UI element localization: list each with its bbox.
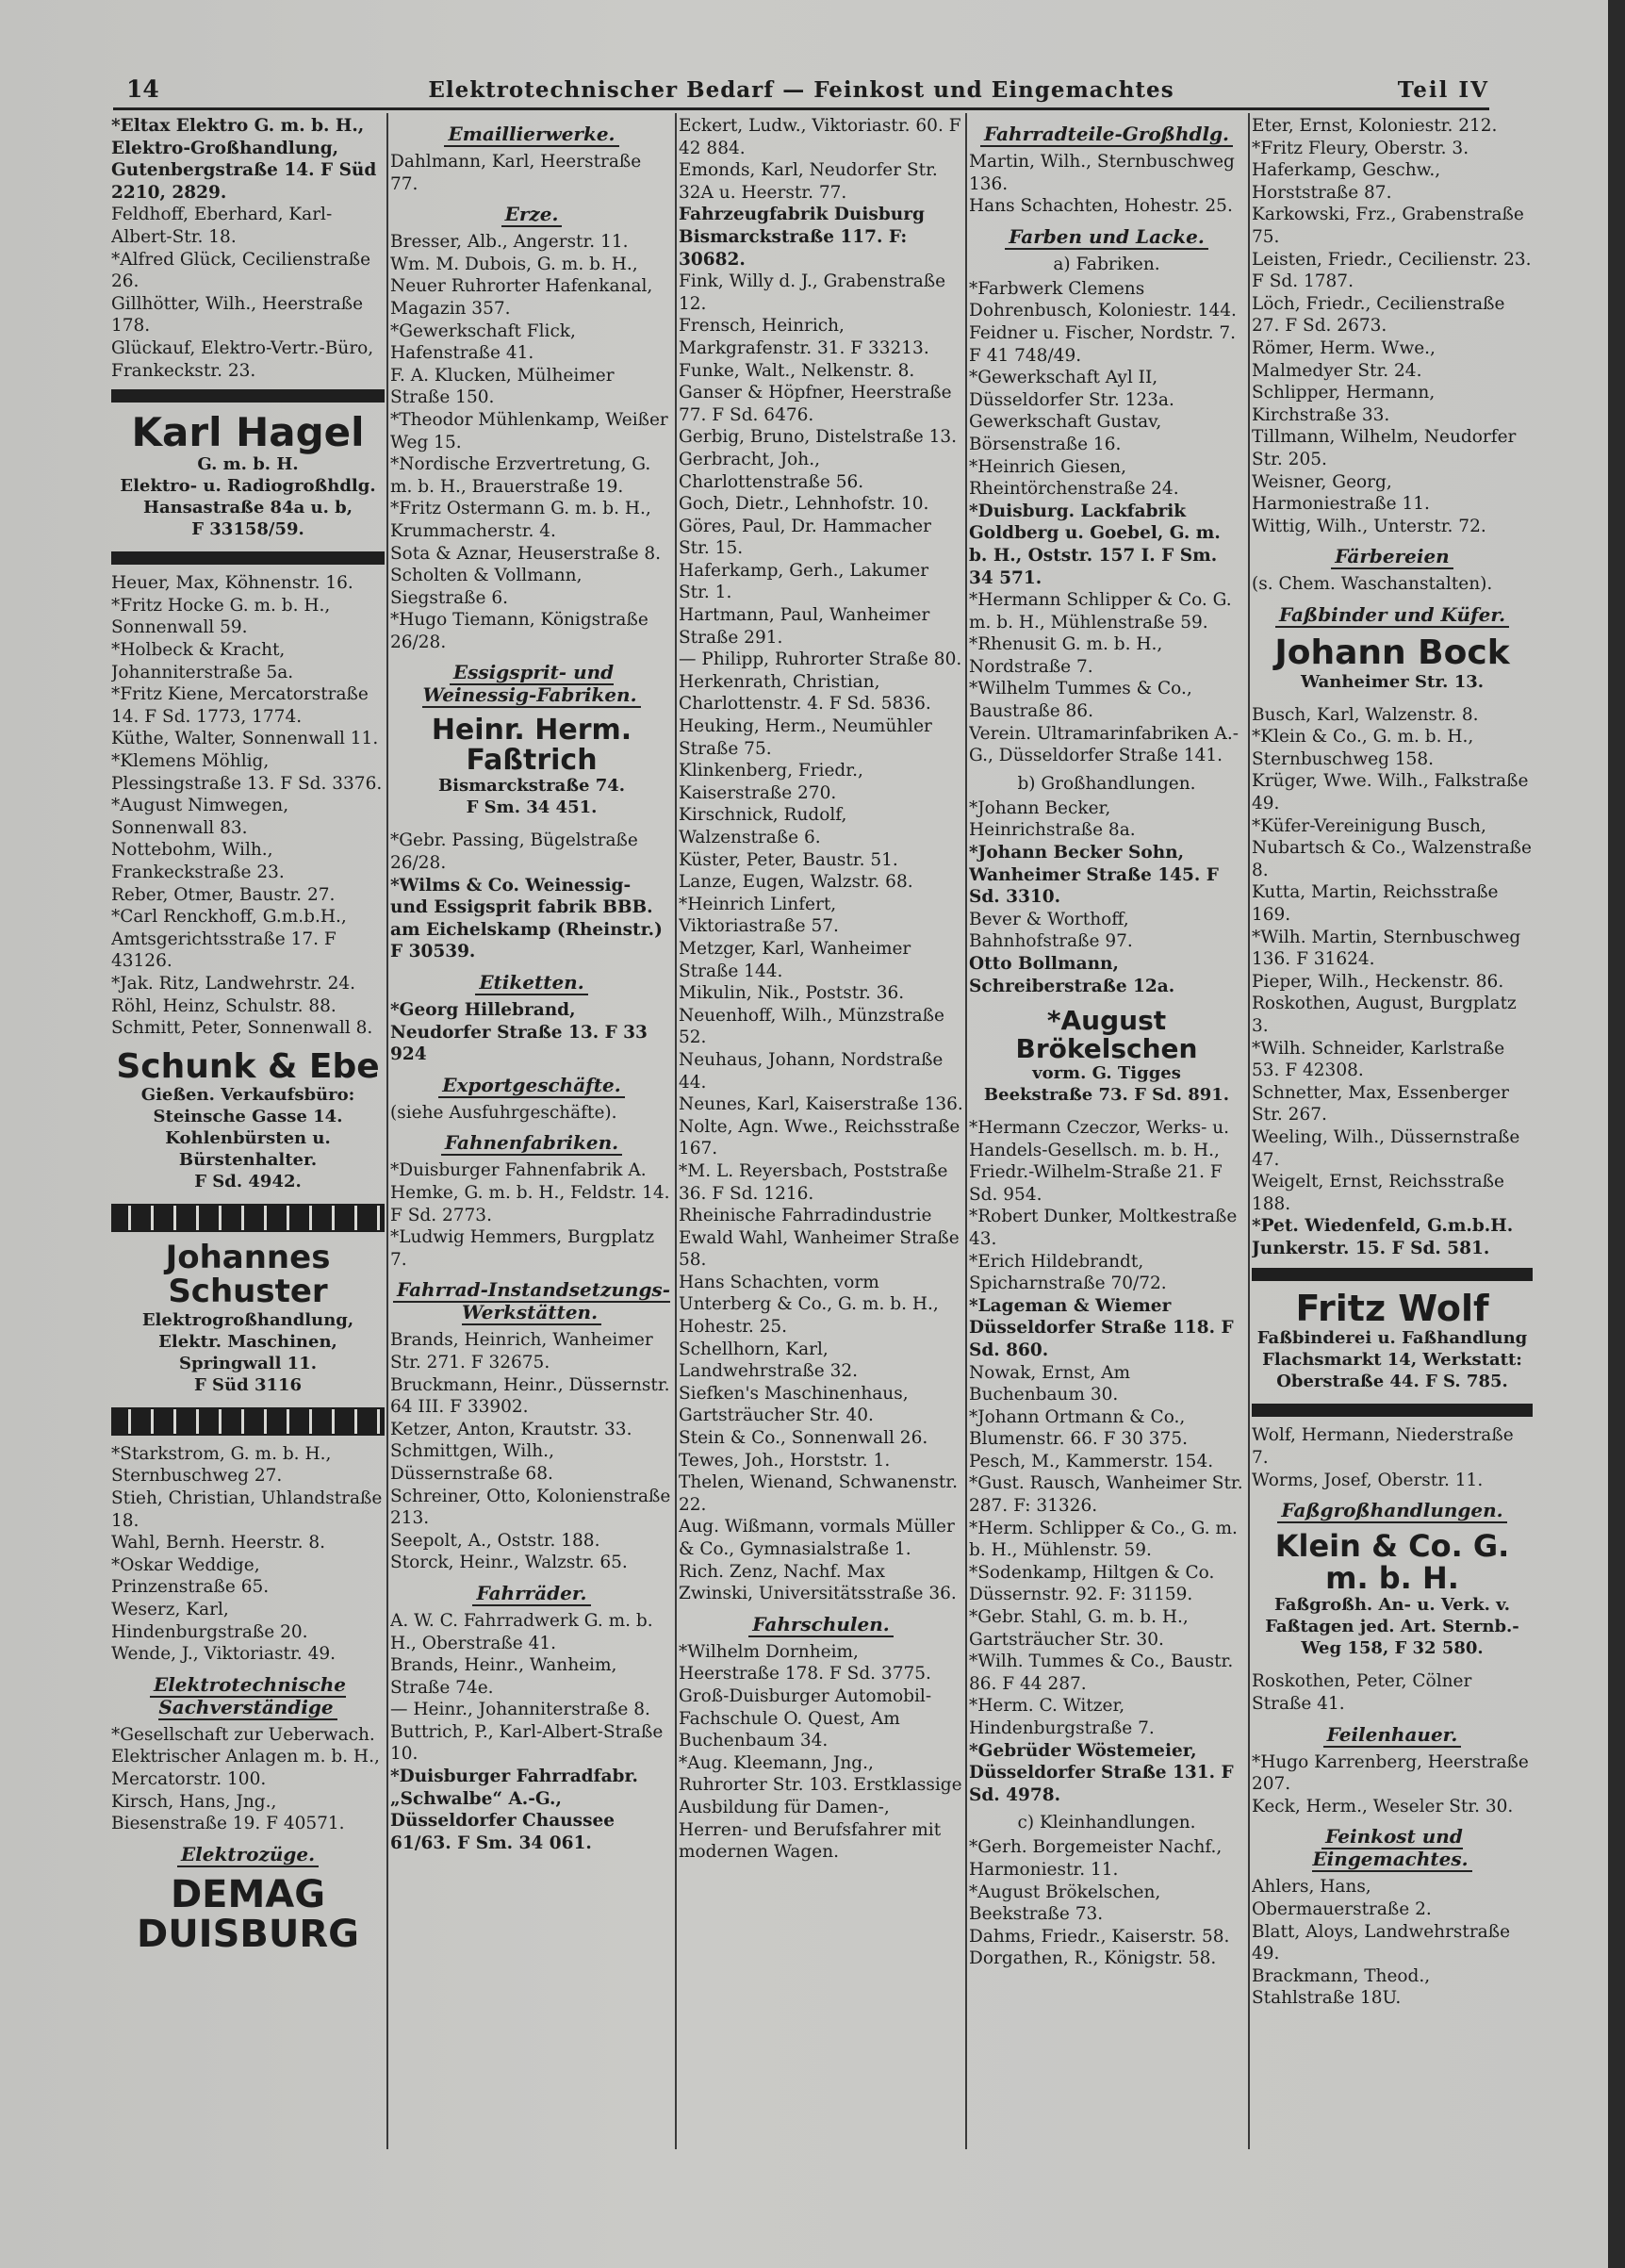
advertisement-name: Karl Hagel — [131, 409, 365, 456]
section-heading — [969, 123, 1244, 145]
directory-entry: Roskothen, August, Burgplatz 3. — [1252, 994, 1517, 1036]
directory-entry: Gillhötter, Wilh., Heerstraße 178. — [111, 293, 364, 337]
directory-entry: *Theodor Mühlenkamp, Weißer Weg 15. — [390, 409, 668, 452]
directory-entry: *Hugo Karrenberg, Heerstraße 207. — [1252, 1751, 1529, 1795]
directory-entry: *Fritz Ostermann G. m. b. H., Krummacherstr. 4. — [390, 499, 651, 541]
directory-entry: Schreiner, Otto, Kolonienstraße 213. — [390, 1486, 671, 1529]
directory-entry: Küthe, Walter, Sonnenwall 11. — [111, 729, 379, 749]
section-heading — [390, 1074, 673, 1096]
directory-entry: Neuhaus, Johann, Nordstraße 44. — [679, 1049, 944, 1093]
directory-entry: *Herm. C. Witzer, Hindenburgstraße 7. — [969, 1696, 1155, 1738]
directory-entry: *M. L. Reyersbach, Poststraße 36. F Sd. 1216. — [679, 1160, 948, 1204]
directory-entry: Pesch, M., Kammerstr. 154. — [969, 1451, 1214, 1471]
directory-entry: *Duisburger Fahrradfabr. „Schwalbe“ A.-G., Düsseldorfer Chaussee 61/63. F Sm. 34 061. — [390, 1767, 638, 1853]
directory-entry: Heuking, Herm., Neumühler Straße 75. — [679, 716, 932, 759]
directory-entry: *Farbwerk Clemens Dohrenbusch, Koloniestr. 144. — [969, 278, 1237, 321]
directory-entry: *Starkstrom, G. m. b. H., Sternbuschweg 27. — [111, 1443, 332, 1487]
directory-entry: Aug. Wißmann, vormals Müller & Co., Gymnasialstraße 1. — [679, 1517, 955, 1559]
section-heading-text: Essigsprit- und Weinessig-Fabriken. — [422, 661, 640, 708]
directory-entry: Kirschnick, Rudolf, Walzenstraße 6. — [679, 805, 847, 847]
advertisement-name: *August Brökelschen — [1015, 1005, 1198, 1064]
advertisement-line: vorm. G. Tigges — [1032, 1062, 1181, 1083]
directory-entry: Lanze, Eugen, Walzstr. 68. — [679, 872, 913, 893]
directory-entry: Hans Schachten, vorm Unterberg & Co., G. m. b. H., Hohestr. 25. — [679, 1272, 939, 1338]
section-heading — [679, 1613, 963, 1635]
directory-entry: Herkenrath, Christian, Charlottenstr. 4. F Sd. 5836. — [679, 671, 931, 715]
directory-entry: *Wilh. Schneider, Karlstraße 53. F 42308. — [1252, 1038, 1505, 1081]
directory-entry: Gewerkschaft Gustav, Börsenstraße 16. — [969, 412, 1162, 454]
directory-entry: *August Nimwegen, Sonnenwall 83. — [111, 796, 289, 838]
directory-entry: F. A. Klucken, Mülheimer Straße 150. — [390, 365, 615, 408]
column-divider — [675, 113, 677, 2149]
directory-entry: *August Brökelschen, Beekstraße 73. — [969, 1882, 1161, 1925]
section-heading — [111, 1673, 385, 1718]
directory-entry: Siefken's Maschinenhaus, Gartsträucher Str. 40. — [679, 1383, 909, 1426]
directory-entry: *Georg Hillebrand, Neudorfer Straße 13. F 33 924 — [390, 1000, 648, 1065]
advertisement-line: Hansastraße 84a u. b, — [143, 498, 353, 518]
section-heading — [390, 123, 673, 145]
directory-entry: Wolf, Hermann, Niederstraße 7. — [1252, 1425, 1514, 1468]
directory-entry: Schlipper, Hermann, Kirchstraße 33. — [1252, 383, 1436, 425]
section-heading — [390, 661, 673, 706]
directory-entry: Gerbig, Bruno, Distelstraße 13. — [679, 427, 958, 448]
directory-entry: Schmittgen, Wilh., Düssernstraße 68. — [390, 1441, 554, 1484]
directory-entry: Weserz, Karl, Hindenburgstraße 20. — [111, 1600, 308, 1642]
section-heading-text: Fahnenfabriken. — [441, 1131, 622, 1156]
section-heading — [1252, 1499, 1533, 1521]
directory-entry: Weigelt, Ernst, Reichsstraße 188. — [1252, 1172, 1504, 1214]
directory-entry: Brands, Heinr., Wanheim, Straße 74e. — [390, 1655, 617, 1698]
column-1 — [111, 115, 385, 2189]
directory-entry: Glückauf, Elektro-Vertr.-Büro, Frankeckstr. 23. — [111, 337, 374, 381]
advertisement — [111, 1241, 385, 1395]
directory-entry: *Wilhelm Dornheim, Heerstraße 178. F Sd. 3775. — [679, 1641, 931, 1685]
directory-entry: Scholten & Vollmann, Siegstraße 6. — [390, 566, 583, 608]
column-divider — [965, 113, 967, 2149]
directory-entry: Bruckmann, Heinr., Düssernstr. 64 III. F 33902. — [390, 1374, 670, 1418]
advertisement — [111, 1046, 385, 1193]
directory-entry: Küster, Peter, Baustr. 51. — [679, 849, 898, 870]
directory-entry: *Fritz Fleury, Oberstr. 3. — [1252, 138, 1469, 158]
subsection-heading: b) Großhandlungen. — [1017, 773, 1196, 794]
advertisement-line: G. m. b. H. — [197, 454, 299, 475]
section-heading-text: Elektrozüge. — [177, 1843, 319, 1867]
directory-entry: Stieh, Christian, Uhlandstraße 18. — [111, 1488, 383, 1531]
running-title: Elektrotechnischer Bedarf — Feinkost und Eingemachtes — [428, 77, 1174, 103]
directory-entry: *Jak. Ritz, Landwehrstr. 24. — [111, 973, 355, 994]
directory-entry: Otto Bollmann, Schreiberstraße 12a. — [969, 954, 1175, 996]
directory-entry: *Wilh. Tummes & Co., Baustr. 86. F 44 287. — [969, 1652, 1234, 1694]
advertisement-name: Klein & Co. G. m. b. H. — [1274, 1528, 1510, 1596]
directory-entry: Eter, Ernst, Koloniestr. 212. — [1252, 116, 1498, 136]
directory-entry: Neuenhoff, Wilh., Münzstraße 52. — [679, 1005, 944, 1048]
directory-entry: Ketzer, Anton, Krautstr. 33. — [390, 1419, 632, 1439]
directory-entry: Löch, Friedr., Cecilienstraße 27. F Sd. 2673. — [1252, 293, 1505, 337]
directory-entry: Römer, Herm. Wwe., Malmedyer Str. 24. — [1252, 337, 1436, 381]
directory-entry: Emonds, Karl, Neudorfer Str. 32A u. Heerstr. 77. — [679, 160, 938, 203]
directory-entry: *Robert Dunker, Moltkestraße 43. — [969, 1207, 1238, 1249]
directory-entry: *Carl Renckhoff, G.m.b.H., Amtsgerichtsstraße 17. F 43126. — [111, 907, 347, 972]
directory-entry: Ahlers, Hans, Obermauerstraße 2. — [1252, 1877, 1432, 1919]
section-heading — [390, 203, 673, 225]
section-heading-text: Fahrradteile-Großhdlg. — [980, 123, 1233, 147]
directory-entry: Blatt, Aloys, Landwehrstraße 49. — [1252, 1921, 1511, 1964]
directory-entry: (s. Chem. Waschanstalten). — [1252, 574, 1493, 595]
advertisement-name: DEMAG DUISBURG — [137, 1872, 359, 1956]
directory-entry: Feidner u. Fischer, Nordstr. 7. F 41 748/49. — [969, 322, 1237, 366]
directory-entry: *Duisburger Fahnenfabrik A. Hemke, G. m. b. H., Feldstr. 14. F Sd. 2773. — [390, 1160, 670, 1225]
section-heading — [390, 1131, 673, 1154]
advertisement-line: F Sd. 4942. — [194, 1172, 302, 1192]
column-divider — [386, 113, 388, 2149]
directory-entry: Frensch, Heinrich, Markgrafenstr. 31. F 33213. — [679, 316, 929, 358]
directory-entry: Krüger, Wwe. Wilh., Falkstraße 49. — [1252, 771, 1529, 814]
directory-entry: *Sodenkamp, Hiltgen & Co. Düssernstr. 92. F: 31159. — [969, 1562, 1215, 1605]
section-heading-text: Emaillierwerke. — [444, 123, 618, 147]
directory-entry: Busch, Karl, Walzenstr. 8. — [1252, 704, 1479, 725]
directory-entry: Pieper, Wilh., Heckenstr. 86. — [1252, 971, 1504, 992]
directory-entry: *Duisburg. Lackfabrik Goldberg u. Goebel, G. m. b. H., Oststr. 157 I. F Sm. 34 571. — [969, 501, 1221, 588]
directory-entry: Haferkamp, Geschw., Horststraße 87. — [1252, 160, 1441, 203]
directory-entry: Brackmann, Theod., Stahlstraße 18U. — [1252, 1965, 1431, 2009]
section-heading — [111, 1843, 385, 1865]
directory-entry: Weisner, Georg, Harmoniestraße 11. — [1252, 471, 1430, 515]
section-heading-text: Fahrräder. — [472, 1582, 590, 1606]
directory-entry: *Hermann Czeczor, Werks- u. Handels-Gesellsch. m. b. H., Friedr.-Wilhelm-Straße 21. F Sd. 954. — [969, 1117, 1230, 1205]
directory-entry: Eckert, Ludw., Viktoriastr. 60. F 42 884. — [679, 116, 961, 158]
directory-entry: — Philipp, Ruhrorter Straße 80. — [679, 649, 962, 670]
directory-entry: *Wilh. Martin, Sternbuschweg 136. F 31624. — [1252, 927, 1521, 970]
advertisement-line: F Sm. 34 451. — [466, 797, 598, 818]
advertisement-name: Fritz Wolf — [1295, 1287, 1489, 1329]
column-4 — [969, 115, 1244, 2189]
directory-entry: *Johann Becker, Heinrichstraße 8a. — [969, 797, 1136, 841]
ad-border-bar — [111, 551, 385, 565]
section-heading-text: Etiketten. — [475, 971, 587, 995]
directory-entry: *Gebr. Stahl, G. m. b. H., Gartsträucher Str. 30. — [969, 1607, 1189, 1650]
section-heading-text: Farben und Lacke. — [1005, 225, 1208, 250]
directory-entry: *Wilms & Co. Weinessig- und Essigsprit fabrik BBB. am Eichelskamp (Rheinstr.) F 30539. — [390, 875, 663, 962]
directory-entry: Bresser, Alb., Angerstr. 11. — [390, 232, 629, 253]
directory-entry: Kirsch, Hans, Jng., Biesenstraße 19. F 40571. — [111, 1791, 345, 1834]
advertisement — [111, 409, 385, 540]
advertisement-line: Wanheimer Str. 13. — [1300, 671, 1485, 692]
ad-ornament-border — [111, 1407, 385, 1436]
section-heading-text: Exportgeschäfte. — [438, 1074, 624, 1098]
subsection-heading: a) Fabriken. — [1053, 254, 1160, 274]
directory-entry: Sota & Aznar, Heuserstraße 8. — [390, 543, 662, 564]
ad-border-bar — [111, 389, 385, 403]
section-heading-text: Fahrschulen. — [748, 1613, 894, 1637]
directory-entry: Schellhorn, Karl, Landwehrstraße 32. — [679, 1339, 859, 1382]
directory-entry: *Fritz Kiene, Mercatorstraße 14. F Sd. 1773, 1774. — [111, 684, 369, 727]
directory-entry: Dahlmann, Karl, Heerstraße 77. — [390, 152, 642, 194]
directory-entry: Feldhoff, Eberhard, Karl-Albert-Str. 18. — [111, 205, 333, 247]
directory-entry: *Aug. Kleemann, Jng., Ruhrorter Str. 103. Erstklassige Ausbildung für Damen-, Herren- und Berufsfahrer mit modernen Wagen. — [679, 1752, 962, 1863]
directory-entry: Ganser & Höpfner, Heerstraße 77. F Sd. 6476. — [679, 383, 952, 425]
ad-ornament-border — [111, 1204, 385, 1232]
section-heading-text: Färbereien — [1331, 545, 1453, 569]
directory-entry: *Pet. Wiedenfeld, G.m.b.H. Junkerstr. 15. F Sd. 581. — [1252, 1216, 1514, 1258]
directory-entry: A. W. C. Fahrradwerk G. m. b. H., Oberstraße 41. — [390, 1610, 653, 1653]
advertisement-line: Gießen. Verkaufsbüro: Steinsche Gasse 14. Kohlenbürsten u. Bürstenhalter. — [140, 1085, 355, 1171]
advertisement-line: Elektrogroßhandlung, Elektr. Maschinen, Springwall 11. — [141, 1309, 354, 1373]
directory-entry: Funke, Walt., Nelkenstr. 8. — [679, 360, 915, 381]
directory-entry: *Alfred Glück, Cecilienstraße 26. — [111, 249, 371, 292]
section-heading-text: Faßbinder und Küfer. — [1275, 603, 1509, 628]
directory-entry: Nottebohm, Wilh., Frankeckstraße 23. — [111, 840, 285, 882]
advertisement — [1252, 1287, 1533, 1393]
advertisement — [1252, 1528, 1533, 1659]
directory-entry: Rich. Zenz, Nachf. Max Zwinski, Universitätsstraße 36. — [679, 1561, 957, 1604]
advertisement-line: Faßbinderei u. Faßhandlung Flachsmarkt 14, Werkstatt: Oberstraße 44. F S. 785. — [1256, 1328, 1528, 1392]
advertisement — [1252, 635, 1533, 693]
directory-entry: Keck, Herm., Weseler Str. 30. — [1252, 1796, 1514, 1816]
directory-entry: *Ludwig Hemmers, Burgplatz 7. — [390, 1227, 655, 1270]
directory-entry: Dorgathen, R., Königstr. 58. — [969, 1948, 1217, 1969]
directory-entry: Verein. Ultramarinfabriken A.-G., Düsseldorfer Straße 141. — [969, 723, 1239, 766]
directory-entry: *Johann Ortmann & Co., Blumenstr. 66. F 30 375. — [969, 1406, 1188, 1450]
directory-entry: Göres, Paul, Dr. Hammacher Str. 15. — [679, 516, 931, 559]
section-heading — [390, 971, 673, 994]
directory-entry: *Gewerkschaft Ayl II, Düsseldorfer Str. 123a. — [969, 368, 1174, 410]
directory-entry: Bever & Worthoff, Bahnhofstraße 97. — [969, 909, 1133, 952]
directory-entry: Mikulin, Nik., Poststr. 36. — [679, 983, 905, 1004]
section-heading-text: Erze. — [501, 203, 563, 227]
directory-entry: Hartmann, Paul, Wanheimer Straße 291. — [679, 605, 930, 648]
section-heading — [969, 225, 1244, 248]
directory-entry: Schmitt, Peter, Sonnenwall 8. — [111, 1018, 373, 1039]
directory-entry: Hans Schachten, Hohestr. 25. — [969, 196, 1233, 217]
column-3 — [679, 115, 963, 2189]
directory-entry: Leisten, Friedr., Cecilienstr. 23. F Sd. 1787. — [1252, 249, 1532, 292]
scan-edge — [1608, 0, 1625, 2268]
directory-entry: Dahms, Friedr., Kaiserstr. 58. — [969, 1926, 1230, 1947]
column-divider — [1248, 113, 1250, 2149]
section-heading — [390, 1278, 673, 1323]
directory-entry: Seepolt, A., Oststr. 188. — [390, 1530, 600, 1551]
directory-entry: Rheinische Fahrradindustrie Ewald Wahl, Wanheimer Straße 58. — [679, 1206, 960, 1271]
directory-entry: *Fritz Hocke G. m. b. H., Sonnenwall 59. — [111, 595, 331, 638]
directory-entry: *Hugo Tiemann, Königstraße 26/28. — [390, 610, 648, 652]
directory-entry: *Klein & Co., G. m. b. H., Sternbuschweg 158. — [1252, 727, 1474, 769]
directory-entry: Roskothen, Peter, Cölner Straße 41. — [1252, 1671, 1472, 1714]
directory-entry: Worms, Josef, Oberstr. 11. — [1252, 1470, 1484, 1490]
directory-entry: *Küfer-Vereinigung Busch, Nubartsch & Co., Walzenstraße 8. — [1252, 815, 1532, 880]
directory-entry: Reber, Otmer, Baustr. 27. — [111, 884, 336, 905]
directory-entry: *Gewerkschaft Flick, Hafenstraße 41. — [390, 320, 576, 364]
directory-entry: — Heinr., Johanniterstraße 8. — [390, 1700, 650, 1720]
directory-entry: *Johann Becker Sohn, Wanheimer Straße 145. F Sd. 3310. — [969, 843, 1219, 908]
advertisement-line: Elektro- u. Radiogroßhdlg. — [120, 476, 376, 497]
directory-entry: Kutta, Martin, Reichsstraße 169. — [1252, 882, 1499, 926]
directory-entry: *Holbeck & Kracht, Johanniterstraße 5a. — [111, 640, 294, 682]
section-heading-text: Elektrotechnische Sachverständige — [150, 1673, 346, 1720]
directory-entry: Weeling, Wilh., Düssernstraße 47. — [1252, 1126, 1520, 1170]
section-heading-text: Faßgroßhandlungen. — [1277, 1499, 1506, 1523]
section-heading — [1252, 1825, 1533, 1870]
directory-entry: *Hermann Schlipper & Co. G. m. b. H., Mühlenstraße 59. — [969, 590, 1232, 633]
directory-entry: *Gebr. Passing, Bügelstraße 26/28. — [390, 830, 638, 874]
section-heading-text: Feinkost und Eingemachtes. — [1312, 1825, 1471, 1872]
column-2 — [390, 115, 673, 2189]
directory-entry: Groß-Duisburger Automobil-Fachschule O. Quest, Am Buchenbaum 34. — [679, 1685, 932, 1751]
directory-entry: Brands, Heinrich, Wanheimer Str. 271. F 32675. — [390, 1330, 653, 1372]
advertisement-name: Johannes Schuster — [165, 1239, 331, 1311]
directory-entry: *Rhenusit G. m. b. H., Nordstraße 7. — [969, 634, 1163, 677]
advertisement-line: F Süd 3116 — [193, 1374, 303, 1395]
directory-entry: Wahl, Bernh. Heerstr. 8. — [111, 1533, 326, 1553]
directory-entry: Metzger, Karl, Wanheimer Straße 144. — [679, 938, 911, 981]
directory-entry: *Heinrich Linfert, Viktoriastraße 57. — [679, 894, 839, 937]
directory-entry: Schnetter, Max, Essenberger Str. 267. — [1252, 1082, 1509, 1126]
directory-entry: Buttrich, P., Karl-Albert-Straße 10. — [390, 1721, 664, 1765]
page-header — [113, 66, 1489, 113]
advertisement-line: Faßgroßh. An- u. Verk. v. Faßtagen jed. Art. Sternb.-Weg 158, F 32 580. — [1265, 1595, 1519, 1659]
advertisement — [969, 1007, 1244, 1106]
directory-entry: Wende, J., Viktoriastr. 49. — [111, 1644, 336, 1665]
directory-entry: Neunes, Karl, Kaiserstraße 136. — [679, 1094, 963, 1115]
section-heading-text: Fahrrad-Instandsetzungs-Werkstätten. — [393, 1278, 670, 1325]
directory-entry: Fahrzeugfabrik Duisburg Bismarckstraße 117. F: 30682. — [679, 205, 925, 270]
directory-entry: *Lageman & Wiemer Düsseldorfer Straße 118. F Sd. 860. — [969, 1295, 1234, 1360]
directory-entry: (siehe Ausfuhrgeschäfte). — [390, 1102, 617, 1123]
directory-entry: Wm. M. Dubois, G. m. b. H., Neuer Ruhrorter Hafenkanal, Magazin 357. — [390, 254, 653, 319]
directory-entry: Tillmann, Wilhelm, Neudorfer Str. 205. — [1252, 427, 1517, 469]
directory-entry: Goch, Dietr., Lehnhofstr. 10. — [679, 494, 929, 515]
section-heading — [390, 1582, 673, 1604]
advertisement-line: Beekstraße 73. F Sd. 891. — [983, 1084, 1230, 1105]
directory-entry: Fink, Willy d. J., Grabenstraße 12. — [679, 271, 946, 314]
directory-entry: *Gerh. Borgemeister Nachf., Harmoniestr. 11. — [969, 1837, 1223, 1880]
directory-entry: Wittig, Wilh., Unterstr. 72. — [1252, 516, 1486, 536]
advertisement-name: Heinr. Herm. Faßtrich — [431, 714, 632, 777]
directory-entry: *Eltax Elektro G. m. b. H., Elektro-Großhandlung, Gutenbergstraße 14. F Süd 2210, 2829. — [111, 116, 377, 203]
directory-entry: Karkowski, Frz., Grabenstraße 75. — [1252, 205, 1524, 247]
directory-entry: *Nordische Erzvertretung, G. m. b. H., Brauerstraße 19. — [390, 454, 651, 497]
advertisement-name: Johann Bock — [1274, 633, 1510, 672]
directory-entry: Storck, Heinr., Walzstr. 65. — [390, 1553, 628, 1573]
directory-entry: Klinkenberg, Friedr., Kaiserstraße 270. — [679, 761, 863, 803]
directory-entry: *Wilhelm Tummes & Co., Baustraße 86. — [969, 679, 1192, 722]
directory-entry: Martin, Wilh., Sternbuschweg 136. — [969, 152, 1235, 194]
column-5 — [1252, 115, 1533, 2189]
directory-entry: Röhl, Heinz, Schulstr. 88. — [111, 995, 336, 1016]
section-heading — [1252, 1723, 1533, 1746]
directory-entry: *Gebrüder Wöstemeier, Düsseldorfer Straße 131. F Sd. 4978. — [969, 1740, 1234, 1805]
directory-entry: *Oskar Weddige, Prinzenstraße 65. — [111, 1554, 270, 1598]
directory-entry: *Gust. Rausch, Wanheimer Str. 287. F: 31326. — [969, 1473, 1243, 1517]
advertisement — [390, 715, 673, 818]
header-rule — [113, 107, 1489, 110]
ad-border-bar — [1252, 1404, 1533, 1417]
part-label: Teil IV — [1397, 77, 1489, 103]
advertisement-line: Bismarckstraße 74. — [437, 776, 626, 797]
section-heading — [1252, 545, 1533, 567]
ad-border-bar — [1252, 1268, 1533, 1281]
advertisement-name: Schunk & Ebe — [116, 1046, 380, 1086]
directory-entry: Heuer, Max, Köhnenstr. 16. — [111, 573, 353, 594]
directory-entry: *Herm. Schlipper & Co., G. m. b. H., Mühlenstr. 59. — [969, 1518, 1238, 1561]
directory-entry: *Gesellschaft zur Ueberwach. Elektrischer Anlagen m. b. H., Mercatorstr. 100. — [111, 1724, 380, 1789]
section-heading — [1252, 603, 1533, 626]
advertisement-line: F 33158/59. — [191, 519, 304, 540]
directory-entry: *Heinrich Giesen, Rheintörchenstraße 24. — [969, 456, 1179, 500]
directory-entry: Haferkamp, Gerh., Lakumer Str. 1. — [679, 560, 929, 603]
directory-entry: Nowak, Ernst, Am Buchenbaum 30. — [969, 1362, 1131, 1405]
directory-entry: Thelen, Wienand, Schwanenstr. 22. — [679, 1472, 958, 1515]
directory-entry: *Erich Hildebrandt, Spicharnstraße 70/72. — [969, 1251, 1167, 1294]
advertisement — [111, 1872, 385, 1956]
directory-entry: *Klemens Möhlig, Plessingstraße 13. F Sd. 3376. — [111, 750, 383, 794]
directory-entry: Nolte, Agn. Wwe., Reichsstraße 167. — [679, 1116, 960, 1159]
directory-entry: Tewes, Joh., Horststr. 1. — [679, 1450, 891, 1471]
directory-entry: Gerbracht, Joh., Charlottenstraße 56. — [679, 449, 864, 492]
page-number: 14 — [126, 75, 159, 103]
subsection-heading: c) Kleinhandlungen. — [1017, 1813, 1196, 1833]
directory-entry: Stein & Co., Sonnenwall 26. — [679, 1428, 928, 1449]
section-heading-text: Feilenhauer. — [1323, 1723, 1462, 1748]
